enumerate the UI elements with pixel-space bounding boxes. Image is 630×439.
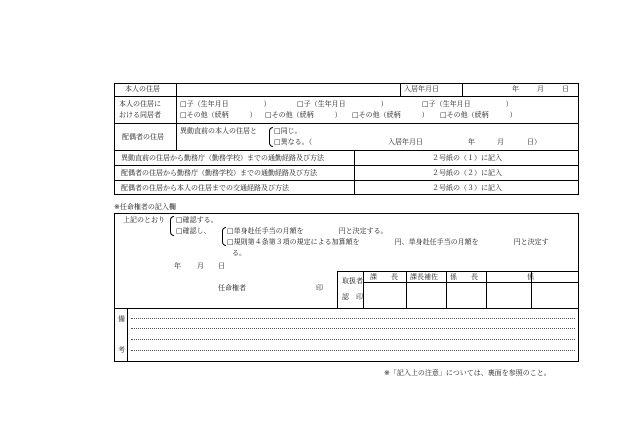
date-day: 日	[218, 262, 225, 270]
confirm-checkbox[interactable]: □確認する。	[176, 216, 218, 224]
remarks-line[interactable]	[131, 328, 575, 329]
spouse-month-label: 月	[497, 138, 504, 146]
year-label: 年	[512, 85, 519, 93]
col-staff: 係	[527, 273, 534, 281]
commute-route-note-1: ２号紙の（１）に記入	[432, 154, 502, 162]
other-checkbox-1[interactable]: □その他（続柄 ）	[180, 111, 257, 119]
footer-note: ※「記入上の注意」については、裏面を参照のこと。	[384, 369, 551, 377]
spouse-year-label: 年	[468, 138, 475, 146]
commute-route-label-2: 配偶者の住居から勤務庁（勤務学校）までの通勤経路及び方法	[121, 169, 317, 177]
spouse-residence-label: 配偶者の住居	[122, 133, 164, 141]
confirm-and-checkbox[interactable]: □確認し、	[176, 227, 211, 235]
different-checkbox[interactable]: □異なる。（	[274, 138, 313, 146]
col-section-chief: 課 長	[370, 273, 398, 281]
child-checkbox-2[interactable]: □子（生年月日 ）	[297, 100, 388, 108]
allowance-decision-checkbox[interactable]: □単身赴任手当の月額を 円と決定する。	[227, 227, 388, 235]
spouse-move-in-label: 入居年月日	[388, 138, 423, 146]
commute-route-label-3: 配偶者の住居から本人の住居までの交通経路及び方法	[121, 184, 289, 192]
addition-decision-checkbox[interactable]: □規則第４条第３項の規定による加算額を 円、単身赴任手当の月額を 円と決定す	[227, 238, 549, 246]
handler-seal-label: 認 印	[342, 293, 363, 301]
brace-icon	[269, 127, 273, 147]
commute-route-note-3: ２号紙の（３）に記入	[432, 184, 502, 192]
col-unit-chief: 係 長	[450, 273, 478, 281]
other-checkbox-4[interactable]: □その他（続柄 ）	[440, 111, 517, 119]
spouse-day-label: 日）	[527, 138, 541, 146]
col-deputy-chief: 課長補佐	[410, 273, 438, 281]
commute-route-label-1: 異動直前の住居から勤務庁（勤務学校）までの通勤経路及び方法	[121, 154, 324, 162]
handler-label: 取扱者	[342, 277, 363, 285]
addition-decision-cont: る。	[232, 249, 246, 257]
child-checkbox-3[interactable]: □子（生年月日 ）	[422, 100, 513, 108]
remarks-line[interactable]	[131, 339, 575, 340]
intro-text: 上記のとおり	[123, 216, 165, 224]
own-residence-label: 本人の住居	[125, 85, 160, 93]
date-month: 月	[197, 262, 204, 270]
appointer-label: 任命権者	[218, 284, 246, 292]
remarks-label-2: 考	[118, 346, 125, 354]
date-year: 年	[174, 262, 181, 270]
brace-icon	[170, 216, 174, 236]
brace-icon	[222, 227, 226, 246]
spouse-residence-desc: 異動直前の本人の住居と	[180, 127, 257, 135]
cohabitant-label-1: 本人の住居に	[119, 100, 161, 108]
remarks-line[interactable]	[131, 318, 575, 319]
cohabitant-label-2: おける同居者	[119, 111, 161, 119]
commute-route-note-2: ２号紙の（２）に記入	[432, 169, 502, 177]
seal-mark: 印	[316, 284, 323, 292]
other-checkbox-2[interactable]: □その他（続柄 ）	[265, 111, 342, 119]
remarks-line[interactable]	[131, 350, 575, 351]
day-label: 日	[562, 85, 569, 93]
child-checkbox-1[interactable]: □子（生年月日 ）	[180, 100, 271, 108]
same-checkbox[interactable]: □同じ。	[274, 127, 302, 135]
move-in-date-label: 入居年月日	[404, 85, 439, 93]
remarks-label-1: 備	[118, 315, 125, 323]
other-checkbox-3[interactable]: □その他（続柄 ）	[352, 111, 429, 119]
section-title: ※任命権者の記入欄	[114, 203, 176, 211]
month-label: 月	[537, 85, 544, 93]
